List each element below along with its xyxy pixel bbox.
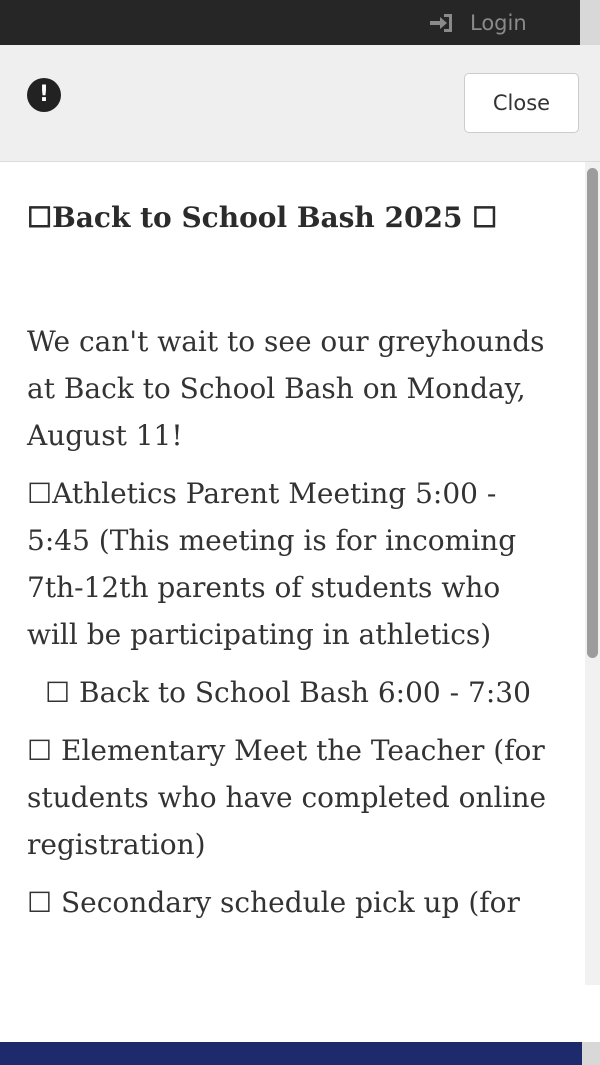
bottom-bar — [0, 1042, 582, 1065]
announcement-content — [0, 162, 585, 926]
modal-header — [0, 45, 600, 162]
announcement-paragraph: ☐ Secondary schedule pick up (for — [27, 886, 520, 919]
exclamation-circle-icon: ! — [27, 78, 61, 112]
announcement-title: ☐Back to School Bash 2025 ☐ — [27, 201, 498, 234]
modal-footer — [0, 985, 600, 1042]
top-navbar — [0, 0, 600, 45]
scrollbar-thumb[interactable] — [587, 168, 598, 658]
announcement-paragraph: ☐ Elementary Meet the Teacher (for students who have completed online registration) — [27, 734, 547, 861]
topbar-edge — [580, 0, 600, 45]
close-button[interactable]: Close — [464, 73, 579, 133]
sign-in-icon — [428, 12, 454, 34]
announcement-paragraph: ☐ Back to School Bash 6:00 - 7:30 — [45, 676, 531, 709]
modal-scrollbar[interactable] — [585, 162, 600, 985]
modal-body — [0, 162, 585, 985]
announcement-paragraph: ☐Athletics Parent Meeting 5:00 - 5:45 (This meeting is for incoming 7th-12th parents of students who will be participating in athletics) — [27, 477, 517, 651]
bottom-edge — [582, 1042, 600, 1065]
login-label: Login — [470, 11, 527, 35]
announcement-paragraph: We can't wait to see our greyhounds at Back to School Bash on Monday, August 11! — [27, 325, 545, 452]
login-link[interactable] — [428, 10, 527, 36]
